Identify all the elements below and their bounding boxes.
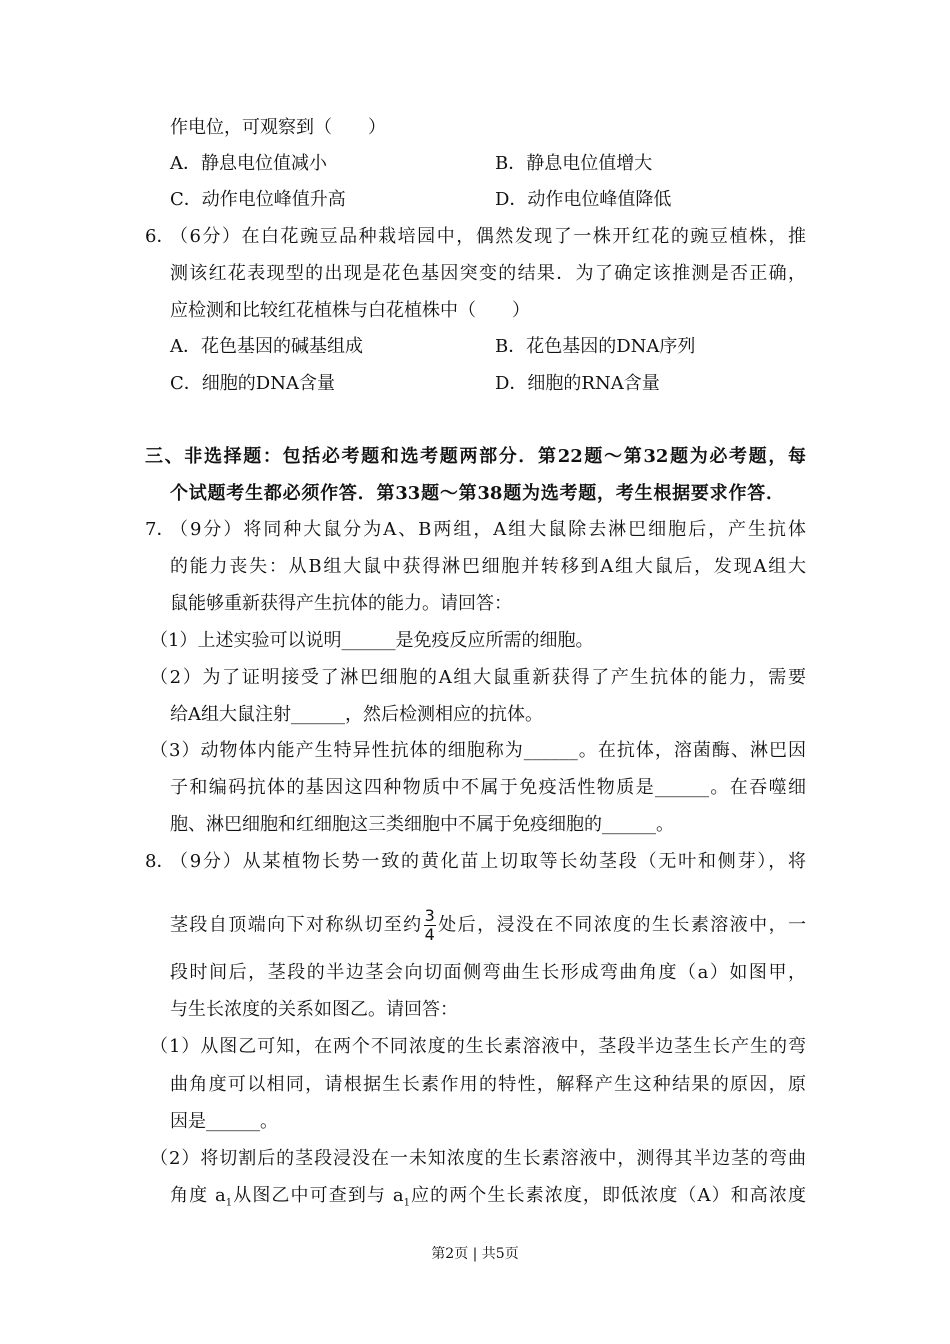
- q6-line: （6分）在白花豌豆品种栽培园中，偶然发现了一株开红花的豌豆植株，推: [170, 226, 806, 247]
- q6-line: 测该红花表现型的出现是花色基因突变的结果．为了确定该推测是否正确，: [170, 263, 806, 284]
- q8-sub2: [170, 1184, 806, 1208]
- subscript: 1: [225, 1197, 233, 1208]
- q8-number: 8．: [145, 851, 175, 872]
- q8-sub1: 曲角度可以相同，请根据生长素作用的特性，解释产生这种结果的原因，原: [170, 1074, 806, 1095]
- q6-option-d: D．细胞的RNA含量: [495, 373, 660, 394]
- q7-sub3: 胞、淋巴细胞和红细胞这三类细胞中不属于免疫细胞的______。: [170, 814, 674, 835]
- q8-text: 角度 a: [170, 1185, 226, 1206]
- q5-option-a: A．静息电位值减小: [170, 153, 327, 174]
- q5-option-d: D．动作电位峰值降低: [495, 189, 672, 210]
- subscript: 1: [403, 1197, 410, 1208]
- q5-option-b: B．静息电位值增大: [495, 153, 653, 174]
- q6-option-a: A．花色基因的碱基组成: [170, 336, 363, 357]
- q7-line: （9分）将同种大鼠分为A、B两组，A组大鼠除去淋巴细胞后，产生抗体: [170, 519, 806, 540]
- q6-option-b: B．花色基因的DNA序列: [495, 336, 696, 357]
- q7-sub3: （3）动物体内能产生特异性抗体的细胞称为______。在抗体，溶菌酶、淋巴因: [150, 740, 806, 761]
- q8-text: 茎段自顶端向下对称纵切至约: [170, 914, 423, 936]
- q5-stem: 作电位，可观察到（ ）: [170, 117, 386, 138]
- q8-text: 从图乙中可查到与 a: [232, 1185, 404, 1206]
- fraction-denominator: 4: [424, 925, 435, 944]
- fraction: [424, 907, 436, 944]
- q8-sub1: （1）从图乙可知，在两个不同浓度的生长素溶液中，茎段半边茎生长产生的弯: [150, 1036, 806, 1057]
- q5-option-c: C．动作电位峰值升高: [170, 189, 346, 210]
- q8-line: 段时间后，茎段的半边茎会向切面侧弯曲生长形成弯曲角度（a）如图甲，: [170, 962, 806, 983]
- section-heading: 三、非选择题：包括必考题和选考题两部分．第22题～第32题为必考题，每: [145, 446, 806, 467]
- q6-number: 6．: [145, 226, 175, 247]
- fraction-numerator: 3: [424, 907, 435, 925]
- q7-line: 鼠能够重新获得产生抗体的能力。请回答：: [170, 593, 512, 614]
- q7-line: 的能力丧失：从B组大鼠中获得淋巴细胞并转移到A组大鼠后，发现A组大: [170, 556, 806, 577]
- q6-line: 应检测和比较红花植株与白花植株中（ ）: [170, 300, 530, 321]
- section-heading: 个试题考生都必须作答．第33题～第38题为选考题，考生根据要求作答．: [170, 483, 784, 504]
- q7-number: 7．: [145, 519, 175, 540]
- q8-text: 应的两个生长素浓度，即低浓度（A）和高浓度: [409, 1185, 806, 1206]
- q8-sub1: 因是______。: [170, 1111, 278, 1132]
- q8-line: （9分）从某植物长势一致的黄化苗上切取等长幼茎段（无叶和侧芽），将: [170, 851, 806, 872]
- q6-option-c: C．细胞的DNA含量: [170, 373, 335, 394]
- page-footer: 第2页 | 共5页: [431, 1246, 519, 1262]
- q7-sub2: （2）为了证明接受了淋巴细胞的A组大鼠重新获得了产生抗体的能力，需要: [150, 667, 806, 688]
- q7-sub3: 子和编码抗体的基因这四种物质中不属于免疫活性物质是______。在吞噬细: [170, 777, 806, 798]
- q8-line-fraction: [170, 907, 806, 951]
- q7-sub2: 给A组大鼠注射______，然后检测相应的抗体。: [170, 704, 543, 725]
- q8-text: 处后，浸没在不同浓度的生长素溶液中，一: [436, 914, 806, 936]
- q8-line: 与生长浓度的关系如图乙。请回答：: [170, 999, 458, 1020]
- q8-sub2: （2）将切割后的茎段浸没在一未知浓度的生长素溶液中，测得其半边茎的弯曲: [150, 1148, 806, 1169]
- q7-sub1: （1）上述实验可以说明______是免疫反应所需的细胞。: [150, 630, 594, 651]
